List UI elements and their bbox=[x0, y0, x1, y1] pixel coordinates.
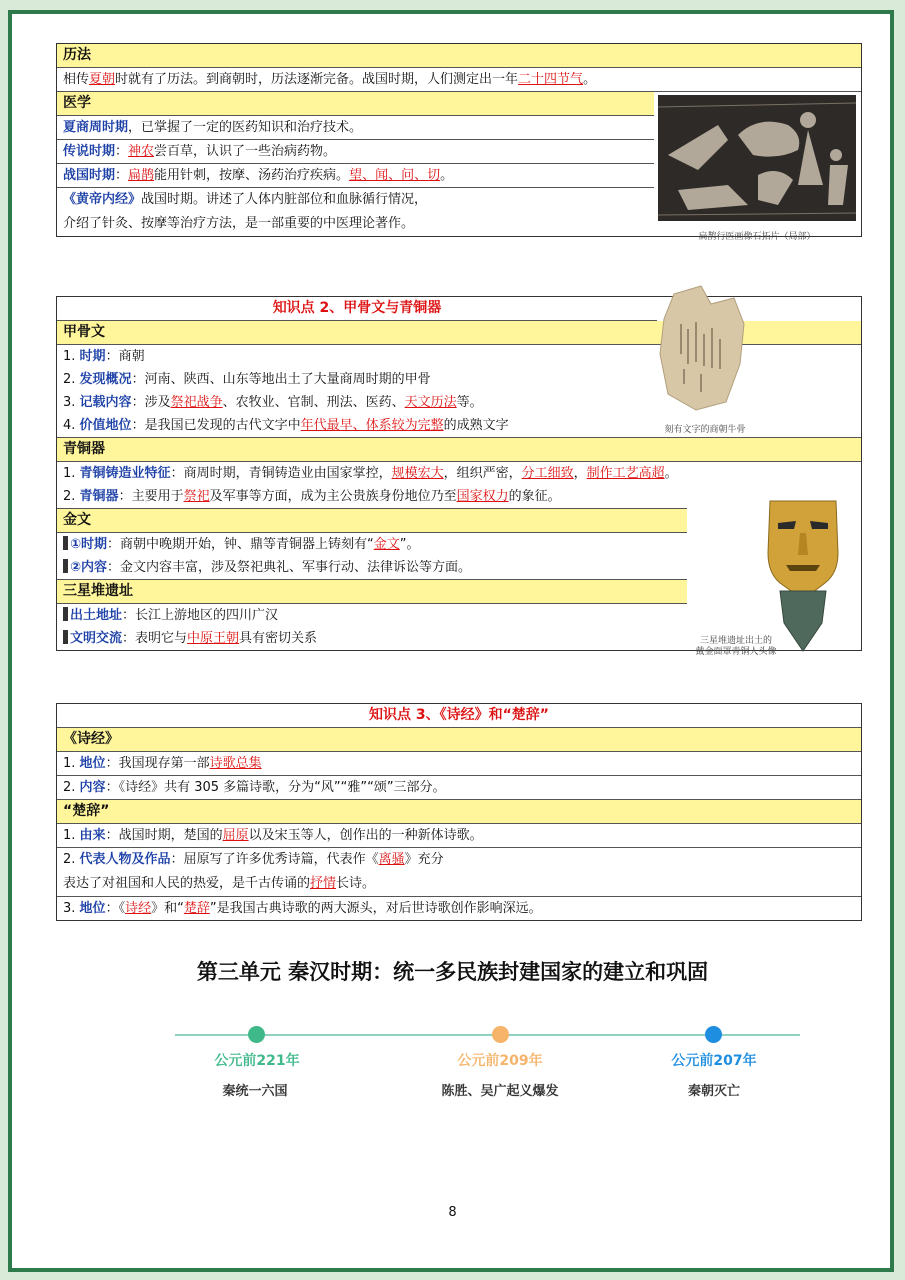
bullet-marker bbox=[63, 536, 68, 550]
stone-rubbing-image bbox=[658, 95, 856, 221]
text: ： bbox=[115, 144, 129, 159]
oracle-bone-caption: 刻有文字的商朝牛骨 bbox=[664, 425, 746, 435]
key-term: 规模宏大 bbox=[391, 466, 444, 481]
shijing-header: 《诗经》 bbox=[57, 728, 861, 752]
medicine-row-2 bbox=[57, 140, 654, 164]
row-label: 出土地址 bbox=[70, 608, 123, 623]
jinwen-header: 金文 bbox=[57, 509, 687, 533]
key-term: 神农 bbox=[128, 144, 155, 159]
text: 尝百草，认识了一些治病药物。 bbox=[154, 144, 337, 159]
text: ：战国时期，楚国的 bbox=[105, 828, 223, 843]
timeline-event: 秦统一六国 bbox=[222, 1084, 288, 1099]
shijing-row-1 bbox=[57, 752, 861, 776]
key-term: 诗歌总集 bbox=[209, 756, 262, 771]
text: 介绍了针灸、按摩等治疗方法，是一部重要的中医理论著作。 bbox=[63, 216, 415, 231]
sanxingdui-header: 三星堆遗址 bbox=[57, 580, 687, 604]
key-term: 扁鹊 bbox=[128, 168, 155, 183]
text: 表达了对祖国和人民的热爱，是千古传诵的 bbox=[63, 876, 311, 891]
section-2-title: 知识点 2、甲骨文与青铜器 bbox=[57, 297, 657, 321]
text: ：屈原写了许多优秀诗篇，代表作《 bbox=[170, 852, 379, 867]
text: 1. bbox=[63, 756, 80, 771]
jinwen-row-1 bbox=[57, 533, 687, 556]
bronze-row-1 bbox=[57, 462, 861, 485]
text: 相传 bbox=[63, 72, 90, 87]
row-label: 记载内容 bbox=[79, 395, 132, 410]
text: 》充分 bbox=[404, 852, 444, 867]
text: ：河南、陕西、山东等地出土了大量商周时期的甲骨 bbox=[131, 372, 431, 387]
row-label: 青铜器 bbox=[79, 489, 119, 504]
text: 能用针刺，按摩、汤药治疗疾病。 bbox=[154, 168, 350, 183]
bullet-marker bbox=[63, 559, 68, 573]
caption-line: 戴金面罩青铜人头像 bbox=[695, 647, 777, 657]
text: 具有密切关系 bbox=[239, 631, 318, 646]
text: 4. bbox=[63, 418, 80, 433]
row-label: 内容 bbox=[79, 780, 106, 795]
chuci-row-3 bbox=[57, 897, 861, 920]
key-term: 二十四节气 bbox=[518, 72, 584, 87]
text: 以及宋玉等人，创作出的一种新体诗歌。 bbox=[248, 828, 483, 843]
key-term: 屈原 bbox=[222, 828, 249, 843]
text: 》和“ bbox=[151, 901, 184, 916]
caption-line: 三星堆遗址出土的 bbox=[699, 636, 772, 646]
page-number: 8 bbox=[448, 1205, 457, 1220]
text: 时就有了历法。到商朝时，历法逐渐完备。战国时期，人们测定出一年 bbox=[115, 72, 519, 87]
text: 的成熟文字 bbox=[443, 418, 509, 433]
text: ：金文内容丰富，涉及祭祀典礼、军事行动、法律诉讼等方面。 bbox=[107, 560, 472, 575]
text: 。 bbox=[440, 168, 454, 183]
text: 。 bbox=[664, 466, 678, 481]
bronze-mask-image bbox=[750, 493, 856, 655]
row-label: 价值地位 bbox=[79, 418, 132, 433]
text: ”。 bbox=[399, 537, 420, 552]
medicine-row-3 bbox=[57, 164, 654, 188]
chuci-row-1 bbox=[57, 824, 861, 848]
bronze-header: 青铜器 bbox=[57, 438, 861, 462]
text: 1. bbox=[63, 828, 80, 843]
row-label: 《黄帝内经》 bbox=[63, 192, 142, 207]
key-term: 天文历法 bbox=[404, 395, 457, 410]
text: 3. bbox=[63, 901, 80, 916]
text: ： bbox=[115, 168, 129, 183]
row-label: 青铜铸造业特征 bbox=[79, 466, 171, 481]
oracle-bone-image bbox=[656, 284, 748, 414]
row-label: ②内容 bbox=[70, 560, 108, 575]
text: 长诗。 bbox=[336, 876, 376, 891]
medicine-row-1 bbox=[57, 116, 654, 140]
timeline-year: 公元前221年 bbox=[214, 1053, 300, 1069]
key-term: 分工细致 bbox=[521, 466, 574, 481]
timeline-year: 公元前207年 bbox=[671, 1053, 757, 1069]
text: 2. bbox=[63, 780, 80, 795]
text: 及军事等方面，成为主公贵族身份地位乃至 bbox=[209, 489, 457, 504]
key-term: 祭祀战争 bbox=[170, 395, 223, 410]
text: 。 bbox=[583, 72, 597, 87]
text: 2. bbox=[63, 372, 80, 387]
poetry-table bbox=[56, 703, 862, 921]
timeline-year: 公元前209年 bbox=[457, 1053, 543, 1069]
text: ， bbox=[573, 466, 587, 481]
bullet-marker bbox=[63, 607, 68, 621]
timeline-event: 陈胜、吴广起义爆发 bbox=[441, 1084, 559, 1099]
row-label: 发现概况 bbox=[79, 372, 132, 387]
medicine-header: 医学 bbox=[57, 92, 654, 116]
chuci-row-2 bbox=[57, 848, 861, 897]
timeline-dot bbox=[705, 1026, 722, 1043]
medicine-row-4 bbox=[57, 188, 654, 236]
section-3-title: 知识点 3、《诗经》和“楚辞” bbox=[57, 704, 861, 728]
text: ，已掌握了一定的医药知识和治疗技术。 bbox=[128, 120, 363, 135]
key-term: 制作工艺高超 bbox=[586, 466, 665, 481]
calendar-text bbox=[57, 68, 861, 92]
key-term: 望、闻、问、切 bbox=[349, 168, 441, 183]
text: 1. bbox=[63, 466, 80, 481]
shijing-row-2 bbox=[57, 776, 861, 800]
text: 战国时期。讲述了人体内脏部位和血脉循行情况， bbox=[141, 192, 428, 207]
key-term: 抒情 bbox=[310, 876, 337, 891]
text: ，组织严密， bbox=[443, 466, 522, 481]
key-term: 祭祀 bbox=[183, 489, 210, 504]
key-term: 楚辞 bbox=[183, 901, 210, 916]
key-term: 诗经 bbox=[125, 901, 152, 916]
key-term: 金文 bbox=[373, 537, 400, 552]
text: ：商朝 bbox=[105, 349, 145, 364]
bronze-mask-caption bbox=[688, 636, 784, 658]
text: ：长江上游地区的四川广汉 bbox=[122, 608, 279, 623]
row-label: 战国时期 bbox=[63, 168, 116, 183]
text: 1. bbox=[63, 349, 80, 364]
bronze-row-2 bbox=[57, 485, 687, 509]
row-label: 文明交流 bbox=[70, 631, 123, 646]
text: 3. bbox=[63, 395, 80, 410]
oracle-row-3 bbox=[57, 391, 657, 414]
jinwen-row-2 bbox=[57, 556, 687, 580]
key-term: 离骚 bbox=[378, 852, 405, 867]
text: 等。 bbox=[456, 395, 483, 410]
text: ：商周时期，青铜铸造业由国家掌控， bbox=[170, 466, 392, 481]
text: 、农牧业、官制、刑法、医药、 bbox=[222, 395, 405, 410]
oracle-header: 甲骨文 bbox=[57, 321, 861, 345]
row-label: 由来 bbox=[79, 828, 106, 843]
row-label: ①时期 bbox=[70, 537, 108, 552]
text: ：涉及 bbox=[131, 395, 171, 410]
row-label: 代表人物及作品 bbox=[79, 852, 171, 867]
text: ：我国现存第一部 bbox=[105, 756, 210, 771]
timeline-dot bbox=[492, 1026, 509, 1043]
text: ：商朝中晚期开始，钟、鼎等青铜器上铸刻有“ bbox=[107, 537, 374, 552]
row-label: 时期 bbox=[79, 349, 106, 364]
key-term: 年代最早、体系较为完整 bbox=[300, 418, 444, 433]
row-label: 地位 bbox=[79, 901, 106, 916]
oracle-row-1 bbox=[57, 345, 657, 368]
text: ：表明它与 bbox=[122, 631, 188, 646]
row-label: 传说时期 bbox=[63, 144, 116, 159]
key-term: 国家权力 bbox=[456, 489, 509, 504]
text: ：《诗经》共有 305 多篇诗歌，分为“风”“雅”“颂”三部分。 bbox=[105, 780, 446, 795]
key-term: 夏朝 bbox=[89, 72, 116, 87]
chuci-header: “楚辞” bbox=[57, 800, 861, 824]
stone-rubbing-caption: 扁鹊行医画像石拓片（局部） bbox=[698, 232, 816, 242]
text: ：主要用于 bbox=[118, 489, 184, 504]
row-label: 夏商周时期 bbox=[63, 120, 129, 135]
key-term: 中原王朝 bbox=[187, 631, 240, 646]
bullet-marker bbox=[63, 630, 68, 644]
text: ”是我国古典诗歌的两大源头，对后世诗歌创作影响深远。 bbox=[209, 901, 542, 916]
timeline-dot bbox=[248, 1026, 265, 1043]
unit-title: 第三单元 秦汉时期：统一多民族封建国家的建立和巩固 bbox=[196, 960, 709, 984]
text: ：《 bbox=[105, 901, 126, 916]
text: ：是我国已发现的古代文字中 bbox=[131, 418, 301, 433]
text: 的象征。 bbox=[508, 489, 561, 504]
text: 2. bbox=[63, 852, 80, 867]
calendar-header: 历法 bbox=[57, 44, 861, 68]
timeline-event: 秦朝灭亡 bbox=[687, 1084, 740, 1099]
row-label: 地位 bbox=[79, 756, 106, 771]
sanxingdui-row-1 bbox=[57, 604, 687, 627]
oracle-row-2 bbox=[57, 368, 657, 391]
text: 2. bbox=[63, 489, 80, 504]
